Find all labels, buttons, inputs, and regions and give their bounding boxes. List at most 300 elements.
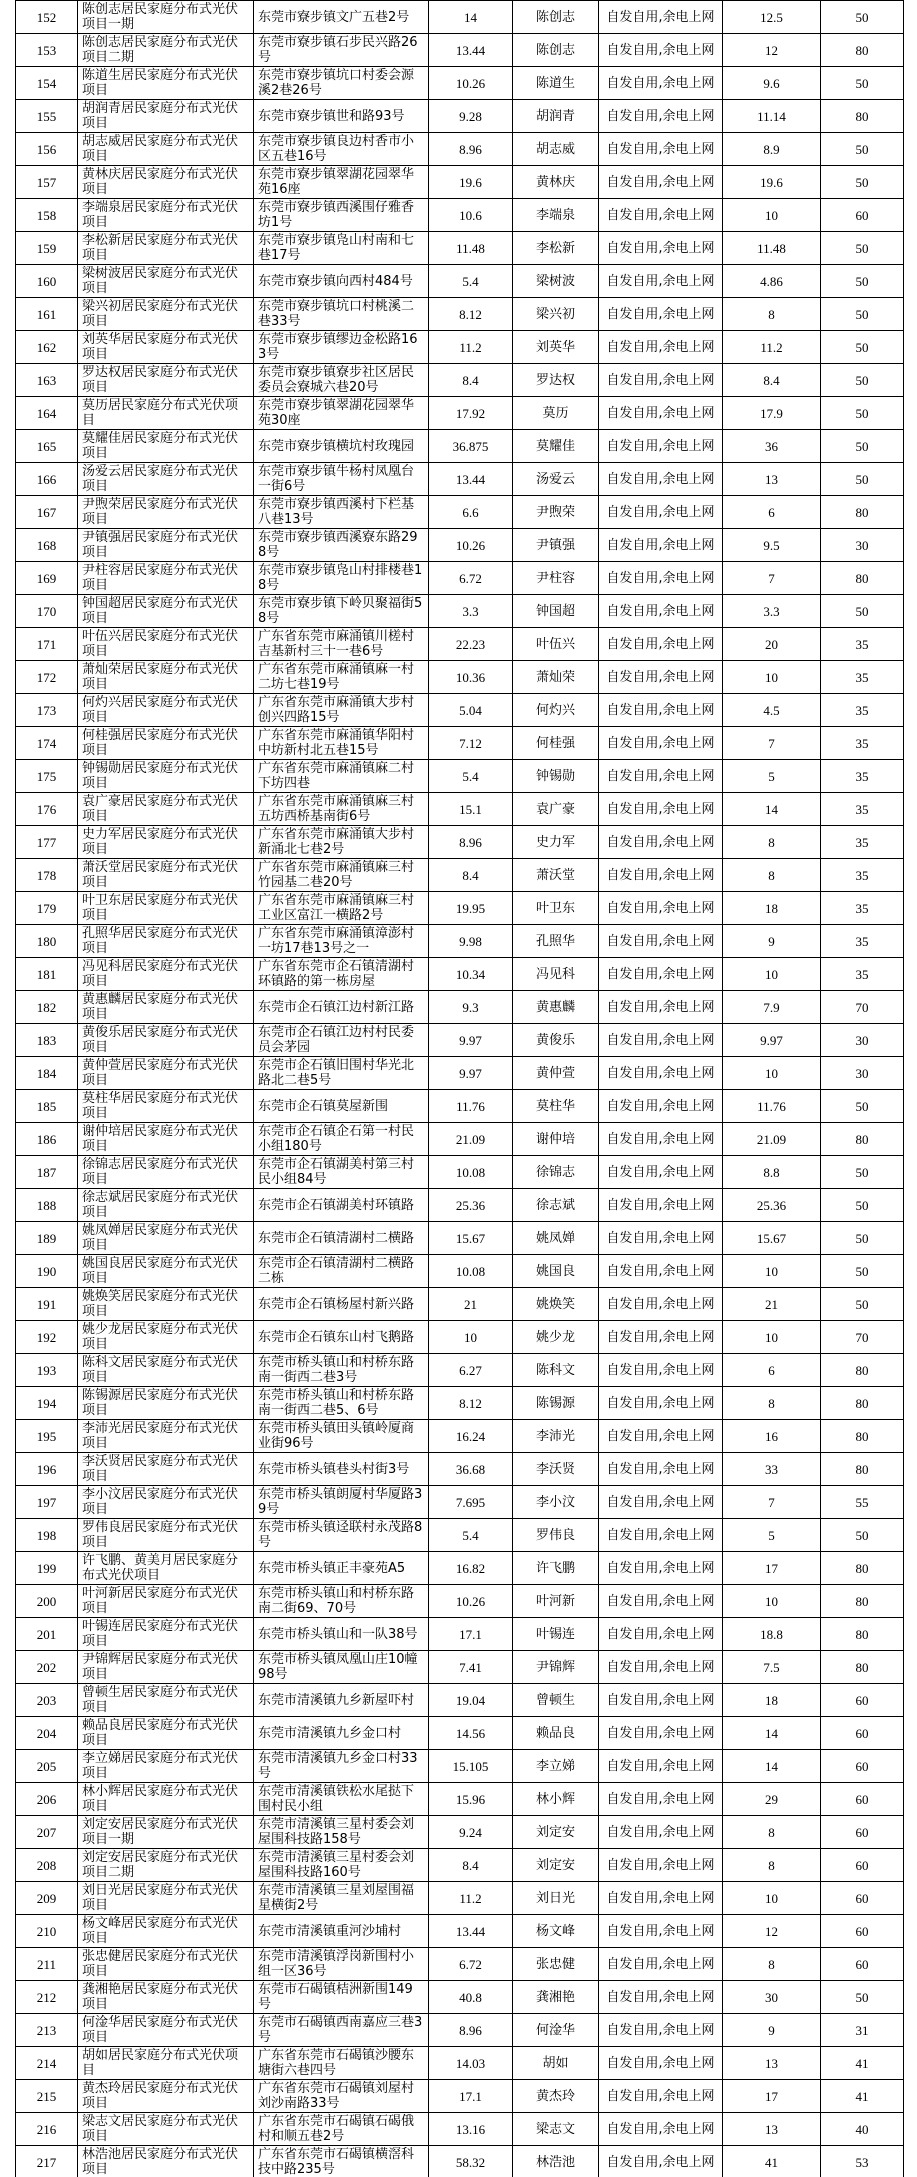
owner-name-cell: 陈锡源: [513, 1387, 599, 1420]
address-cell: 东莞市寮步镇坑口村桃溪二巷33号: [254, 298, 429, 331]
consumption-mode-cell: 自发自用,余电上网: [599, 727, 723, 760]
percent-cell: 35: [821, 826, 904, 859]
table-row: [16, 2080, 904, 2113]
project-name-cell: 黄林庆居民家庭分布式光伏项目: [78, 166, 254, 199]
project-name-cell: 徐志斌居民家庭分布式光伏项目: [78, 1189, 254, 1222]
table-row: [16, 1981, 904, 2014]
project-name-cell: 叶河新居民家庭分布式光伏项目: [78, 1585, 254, 1618]
grid-capacity-cell: 12: [723, 34, 821, 67]
project-name-cell: 钟国超居民家庭分布式光伏项目: [78, 595, 254, 628]
percent-cell: 35: [821, 760, 904, 793]
capacity-cell: 19.95: [429, 892, 513, 925]
project-name-cell: 史力军居民家庭分布式光伏项目: [78, 826, 254, 859]
owner-name-cell: 姚焕笑: [513, 1288, 599, 1321]
consumption-mode-cell: 自发自用,余电上网: [599, 694, 723, 727]
owner-name-cell: 何灼兴: [513, 694, 599, 727]
address-cell: 东莞市石碣镇西南嘉应三巷3号: [254, 2014, 429, 2047]
consumption-mode-cell: 自发自用,余电上网: [599, 661, 723, 694]
consumption-mode-cell: 自发自用,余电上网: [599, 1156, 723, 1189]
address-cell: 广东省东莞市麻涌镇麻二村下坊四巷: [254, 760, 429, 793]
grid-capacity-cell: 17.9: [723, 397, 821, 430]
grid-capacity-cell: 25.36: [723, 1189, 821, 1222]
row-index-cell: 208: [16, 1849, 78, 1882]
consumption-mode-cell: 自发自用,余电上网: [599, 562, 723, 595]
capacity-cell: 10: [429, 1321, 513, 1354]
owner-name-cell: 陈创志: [513, 34, 599, 67]
row-index-cell: 204: [16, 1717, 78, 1750]
consumption-mode-cell: 自发自用,余电上网: [599, 925, 723, 958]
address-cell: 东莞市企石镇杨屋村新兴路: [254, 1288, 429, 1321]
grid-capacity-cell: 10: [723, 661, 821, 694]
row-index-cell: 170: [16, 595, 78, 628]
table-row: [16, 1816, 904, 1849]
capacity-cell: 11.2: [429, 331, 513, 364]
grid-capacity-cell: 9: [723, 925, 821, 958]
table-row: [16, 1486, 904, 1519]
row-index-cell: 206: [16, 1783, 78, 1816]
address-cell: 东莞市清溪镇浮岗新围村小组一区36号: [254, 1948, 429, 1981]
grid-capacity-cell: 11.48: [723, 232, 821, 265]
table-row: [16, 1552, 904, 1585]
consumption-mode-cell: 自发自用,余电上网: [599, 1189, 723, 1222]
consumption-mode-cell: 自发自用,余电上网: [599, 463, 723, 496]
table-row: [16, 1123, 904, 1156]
row-index-cell: 205: [16, 1750, 78, 1783]
capacity-cell: 10.08: [429, 1156, 513, 1189]
row-index-cell: 178: [16, 859, 78, 892]
percent-cell: 50: [821, 265, 904, 298]
grid-capacity-cell: 7: [723, 1486, 821, 1519]
table-row: [16, 1354, 904, 1387]
project-name-cell: 孔照华居民家庭分布式光伏项目: [78, 925, 254, 958]
row-index-cell: 197: [16, 1486, 78, 1519]
address-cell: 东莞市寮步镇良边村香市小区五巷16号: [254, 133, 429, 166]
grid-capacity-cell: 18: [723, 892, 821, 925]
row-index-cell: 175: [16, 760, 78, 793]
grid-capacity-cell: 9.97: [723, 1024, 821, 1057]
consumption-mode-cell: 自发自用,余电上网: [599, 1684, 723, 1717]
percent-cell: 70: [821, 1321, 904, 1354]
project-name-cell: 尹煦荣居民家庭分布式光伏项目: [78, 496, 254, 529]
owner-name-cell: 萧灿荣: [513, 661, 599, 694]
percent-cell: 80: [821, 1585, 904, 1618]
grid-capacity-cell: 8: [723, 826, 821, 859]
consumption-mode-cell: 自发自用,余电上网: [599, 199, 723, 232]
row-index-cell: 155: [16, 100, 78, 133]
project-name-cell: 龚湘艳居民家庭分布式光伏项目: [78, 1981, 254, 2014]
table-row: [16, 826, 904, 859]
grid-capacity-cell: 9.6: [723, 67, 821, 100]
grid-capacity-cell: 7: [723, 562, 821, 595]
project-name-cell: 胡志威居民家庭分布式光伏项目: [78, 133, 254, 166]
owner-name-cell: 莫历: [513, 397, 599, 430]
address-cell: 东莞市企石镇湖美村环镇路: [254, 1189, 429, 1222]
row-index-cell: 190: [16, 1255, 78, 1288]
owner-name-cell: 陈创志: [513, 1, 599, 34]
capacity-cell: 6.6: [429, 496, 513, 529]
owner-name-cell: 李小汶: [513, 1486, 599, 1519]
consumption-mode-cell: 自发自用,余电上网: [599, 1585, 723, 1618]
percent-cell: 60: [821, 1948, 904, 1981]
address-cell: 广东省东莞市石碣镇沙腰东塘街六巷四号: [254, 2047, 429, 2080]
grid-capacity-cell: 8: [723, 1387, 821, 1420]
table-row: [16, 1915, 904, 1948]
owner-name-cell: 黄俊乐: [513, 1024, 599, 1057]
table-row: [16, 1387, 904, 1420]
project-name-cell: 李松新居民家庭分布式光伏项目: [78, 232, 254, 265]
table-row: [16, 595, 904, 628]
owner-name-cell: 梁树波: [513, 265, 599, 298]
percent-cell: 60: [821, 1717, 904, 1750]
table-row: [16, 496, 904, 529]
row-index-cell: 164: [16, 397, 78, 430]
row-index-cell: 174: [16, 727, 78, 760]
consumption-mode-cell: 自发自用,余电上网: [599, 859, 723, 892]
owner-name-cell: 黄仲萱: [513, 1057, 599, 1090]
consumption-mode-cell: 自发自用,余电上网: [599, 397, 723, 430]
address-cell: 东莞市桥头镇巷头村街3号: [254, 1453, 429, 1486]
row-index-cell: 193: [16, 1354, 78, 1387]
row-index-cell: 169: [16, 562, 78, 595]
address-cell: 广东省东莞市麻涌镇川槎村吉基新村三十一巷6号: [254, 628, 429, 661]
owner-name-cell: 姚国良: [513, 1255, 599, 1288]
percent-cell: 35: [821, 859, 904, 892]
owner-name-cell: 罗达权: [513, 364, 599, 397]
consumption-mode-cell: 自发自用,余电上网: [599, 1849, 723, 1882]
project-name-cell: 陈创志居民家庭分布式光伏项目一期: [78, 1, 254, 34]
owner-name-cell: 胡志威: [513, 133, 599, 166]
percent-cell: 53: [821, 2146, 904, 2177]
table-row: [16, 2146, 904, 2177]
address-cell: 东莞市桥头镇正丰豪苑A5: [254, 1552, 429, 1585]
capacity-cell: 10.26: [429, 529, 513, 562]
table-row: [16, 34, 904, 67]
row-index-cell: 181: [16, 958, 78, 991]
row-index-cell: 183: [16, 1024, 78, 1057]
table-row: [16, 463, 904, 496]
owner-name-cell: 刘定安: [513, 1849, 599, 1882]
capacity-cell: 17.92: [429, 397, 513, 430]
row-index-cell: 171: [16, 628, 78, 661]
address-cell: 东莞市寮步镇寮步社区居民委员会寮城六巷20号: [254, 364, 429, 397]
percent-cell: 41: [821, 2080, 904, 2113]
grid-capacity-cell: 10: [723, 1882, 821, 1915]
address-cell: 东莞市桥头镇山和村桥东路南二街69、70号: [254, 1585, 429, 1618]
percent-cell: 60: [821, 199, 904, 232]
percent-cell: 80: [821, 1354, 904, 1387]
row-index-cell: 200: [16, 1585, 78, 1618]
capacity-cell: 5.4: [429, 1519, 513, 1552]
percent-cell: 35: [821, 661, 904, 694]
table-row: [16, 661, 904, 694]
table-row: [16, 100, 904, 133]
capacity-cell: 36.875: [429, 430, 513, 463]
consumption-mode-cell: 自发自用,余电上网: [599, 232, 723, 265]
project-name-cell: 林小辉居民家庭分布式光伏项目: [78, 1783, 254, 1816]
owner-name-cell: 李沃贤: [513, 1453, 599, 1486]
grid-capacity-cell: 5: [723, 1519, 821, 1552]
grid-capacity-cell: 4.5: [723, 694, 821, 727]
project-name-cell: 徐锦志居民家庭分布式光伏项目: [78, 1156, 254, 1189]
row-index-cell: 189: [16, 1222, 78, 1255]
address-cell: 东莞市寮步镇文广五巷2号: [254, 1, 429, 34]
grid-capacity-cell: 8: [723, 859, 821, 892]
address-cell: 东莞市企石镇江边村新江路: [254, 991, 429, 1024]
grid-capacity-cell: 13: [723, 2047, 821, 2080]
capacity-cell: 9.24: [429, 1816, 513, 1849]
consumption-mode-cell: 自发自用,余电上网: [599, 1090, 723, 1123]
capacity-cell: 14.56: [429, 1717, 513, 1750]
capacity-cell: 16.24: [429, 1420, 513, 1453]
consumption-mode-cell: 自发自用,余电上网: [599, 1057, 723, 1090]
capacity-cell: 7.12: [429, 727, 513, 760]
table-row: [16, 2014, 904, 2047]
address-cell: 广东省东莞市麻涌镇漳澎村一坊17巷13号之一: [254, 925, 429, 958]
row-index-cell: 153: [16, 34, 78, 67]
capacity-cell: 14: [429, 1, 513, 34]
table-row: [16, 1948, 904, 1981]
project-name-cell: 尹镇强居民家庭分布式光伏项目: [78, 529, 254, 562]
percent-cell: 80: [821, 1453, 904, 1486]
address-cell: 东莞市寮步镇石步民兴路26号: [254, 34, 429, 67]
row-index-cell: 163: [16, 364, 78, 397]
consumption-mode-cell: 自发自用,余电上网: [599, 364, 723, 397]
capacity-cell: 3.3: [429, 595, 513, 628]
grid-capacity-cell: 10: [723, 1057, 821, 1090]
project-name-cell: 谢仲培居民家庭分布式光伏项目: [78, 1123, 254, 1156]
row-index-cell: 167: [16, 496, 78, 529]
grid-capacity-cell: 14: [723, 1717, 821, 1750]
table-row: [16, 331, 904, 364]
row-index-cell: 156: [16, 133, 78, 166]
project-name-cell: 叶锡连居民家庭分布式光伏项目: [78, 1618, 254, 1651]
consumption-mode-cell: 自发自用,余电上网: [599, 100, 723, 133]
project-name-cell: 刘定安居民家庭分布式光伏项目一期: [78, 1816, 254, 1849]
consumption-mode-cell: 自发自用,余电上网: [599, 2047, 723, 2080]
row-index-cell: 202: [16, 1651, 78, 1684]
consumption-mode-cell: 自发自用,余电上网: [599, 1519, 723, 1552]
row-index-cell: 180: [16, 925, 78, 958]
owner-name-cell: 许飞鹏: [513, 1552, 599, 1585]
owner-name-cell: 罗伟良: [513, 1519, 599, 1552]
capacity-cell: 17.1: [429, 1618, 513, 1651]
address-cell: 东莞市寮步镇西溪围仔雅香坊1号: [254, 199, 429, 232]
capacity-cell: 17.1: [429, 2080, 513, 2113]
row-index-cell: 160: [16, 265, 78, 298]
capacity-cell: 15.105: [429, 1750, 513, 1783]
consumption-mode-cell: 自发自用,余电上网: [599, 133, 723, 166]
percent-cell: 50: [821, 133, 904, 166]
row-index-cell: 162: [16, 331, 78, 364]
owner-name-cell: 姚凤婵: [513, 1222, 599, 1255]
row-index-cell: 195: [16, 1420, 78, 1453]
consumption-mode-cell: 自发自用,余电上网: [599, 991, 723, 1024]
grid-capacity-cell: 20: [723, 628, 821, 661]
address-cell: 东莞市寮步镇西溪寮东路298号: [254, 529, 429, 562]
percent-cell: 60: [821, 1882, 904, 1915]
table-row: [16, 1519, 904, 1552]
address-cell: 东莞市桥头镇田头镇岭厦商业街96号: [254, 1420, 429, 1453]
consumption-mode-cell: 自发自用,余电上网: [599, 166, 723, 199]
project-name-cell: 林浩池居民家庭分布式光伏项目: [78, 2146, 254, 2177]
percent-cell: 50: [821, 1519, 904, 1552]
percent-cell: 50: [821, 397, 904, 430]
table-row: [16, 397, 904, 430]
project-name-cell: 曾顿生居民家庭分布式光伏项目: [78, 1684, 254, 1717]
table-row: [16, 430, 904, 463]
table-row: [16, 1156, 904, 1189]
percent-cell: 50: [821, 1090, 904, 1123]
row-index-cell: 199: [16, 1552, 78, 1585]
owner-name-cell: 徐锦志: [513, 1156, 599, 1189]
owner-name-cell: 尹柱容: [513, 562, 599, 595]
owner-name-cell: 姚少龙: [513, 1321, 599, 1354]
address-cell: 东莞市寮步镇下岭贝聚福街58号: [254, 595, 429, 628]
project-name-cell: 莫历居民家庭分布式光伏项目: [78, 397, 254, 430]
address-cell: 东莞市寮步镇西溪村下栏基八巷13号: [254, 496, 429, 529]
owner-name-cell: 李沛光: [513, 1420, 599, 1453]
project-name-cell: 张忠健居民家庭分布式光伏项目: [78, 1948, 254, 1981]
grid-capacity-cell: 9.5: [723, 529, 821, 562]
capacity-cell: 8.4: [429, 364, 513, 397]
percent-cell: 80: [821, 1651, 904, 1684]
grid-capacity-cell: 17: [723, 2080, 821, 2113]
consumption-mode-cell: 自发自用,余电上网: [599, 958, 723, 991]
owner-name-cell: 李立娣: [513, 1750, 599, 1783]
grid-capacity-cell: 8: [723, 1849, 821, 1882]
address-cell: 东莞市清溪镇九乡金口村33号: [254, 1750, 429, 1783]
consumption-mode-cell: 自发自用,余电上网: [599, 265, 723, 298]
address-cell: 东莞市清溪镇三星村委会刘屋围科技路158号: [254, 1816, 429, 1849]
address-cell: 东莞市清溪镇三星刘屋围福星横街2号: [254, 1882, 429, 1915]
table-row: [16, 67, 904, 100]
grid-capacity-cell: 29: [723, 1783, 821, 1816]
row-index-cell: 213: [16, 2014, 78, 2047]
capacity-cell: 10.26: [429, 67, 513, 100]
address-cell: 东莞市企石镇企石第一村民小组180号: [254, 1123, 429, 1156]
row-index-cell: 176: [16, 793, 78, 826]
owner-name-cell: 张忠健: [513, 1948, 599, 1981]
owner-name-cell: 袁广豪: [513, 793, 599, 826]
row-index-cell: 188: [16, 1189, 78, 1222]
percent-cell: 35: [821, 793, 904, 826]
consumption-mode-cell: 自发自用,余电上网: [599, 496, 723, 529]
capacity-cell: 14.03: [429, 2047, 513, 2080]
table-row: [16, 793, 904, 826]
owner-name-cell: 胡润青: [513, 100, 599, 133]
owner-name-cell: 尹锦辉: [513, 1651, 599, 1684]
grid-capacity-cell: 12.5: [723, 1, 821, 34]
row-index-cell: 185: [16, 1090, 78, 1123]
table-row: [16, 133, 904, 166]
row-index-cell: 210: [16, 1915, 78, 1948]
project-name-cell: 李立娣居民家庭分布式光伏项目: [78, 1750, 254, 1783]
table-row: [16, 1618, 904, 1651]
address-cell: 东莞市寮步镇牛杨村凤凰台一街6号: [254, 463, 429, 496]
owner-name-cell: 何淦华: [513, 2014, 599, 2047]
percent-cell: 41: [821, 2047, 904, 2080]
capacity-cell: 11.48: [429, 232, 513, 265]
capacity-cell: 8.12: [429, 298, 513, 331]
row-index-cell: 207: [16, 1816, 78, 1849]
percent-cell: 50: [821, 232, 904, 265]
capacity-cell: 6.72: [429, 1948, 513, 1981]
capacity-cell: 58.32: [429, 2146, 513, 2177]
consumption-mode-cell: 自发自用,余电上网: [599, 1948, 723, 1981]
percent-cell: 50: [821, 1189, 904, 1222]
capacity-cell: 8.96: [429, 2014, 513, 2047]
percent-cell: 70: [821, 991, 904, 1024]
consumption-mode-cell: 自发自用,余电上网: [599, 1123, 723, 1156]
address-cell: 东莞市企石镇旧围村华光北路北二巷5号: [254, 1057, 429, 1090]
table-row: [16, 727, 904, 760]
consumption-mode-cell: 自发自用,余电上网: [599, 430, 723, 463]
capacity-cell: 7.41: [429, 1651, 513, 1684]
consumption-mode-cell: 自发自用,余电上网: [599, 1816, 723, 1849]
address-cell: 广东省东莞市石碣镇石碣俄村和顺五巷2号: [254, 2113, 429, 2146]
grid-capacity-cell: 11.14: [723, 100, 821, 133]
consumption-mode-cell: 自发自用,余电上网: [599, 1453, 723, 1486]
consumption-mode-cell: 自发自用,余电上网: [599, 628, 723, 661]
project-name-cell: 陈科文居民家庭分布式光伏项目: [78, 1354, 254, 1387]
project-name-cell: 罗达权居民家庭分布式光伏项目: [78, 364, 254, 397]
grid-capacity-cell: 10: [723, 1321, 821, 1354]
owner-name-cell: 李端泉: [513, 199, 599, 232]
owner-name-cell: 黄杰玲: [513, 2080, 599, 2113]
capacity-cell: 10.34: [429, 958, 513, 991]
project-name-cell: 杨文峰居民家庭分布式光伏项目: [78, 1915, 254, 1948]
address-cell: 东莞市企石镇清湖村二横路: [254, 1222, 429, 1255]
grid-capacity-cell: 11.2: [723, 331, 821, 364]
project-name-cell: 莫柱华居民家庭分布式光伏项目: [78, 1090, 254, 1123]
capacity-cell: 15.1: [429, 793, 513, 826]
project-name-cell: 何淦华居民家庭分布式光伏项目: [78, 2014, 254, 2047]
owner-name-cell: 杨文峰: [513, 1915, 599, 1948]
capacity-cell: 6.27: [429, 1354, 513, 1387]
percent-cell: 80: [821, 1387, 904, 1420]
capacity-cell: 13.44: [429, 34, 513, 67]
capacity-cell: 8.12: [429, 1387, 513, 1420]
owner-name-cell: 叶卫东: [513, 892, 599, 925]
percent-cell: 50: [821, 430, 904, 463]
owner-name-cell: 林浩池: [513, 2146, 599, 2177]
grid-capacity-cell: 14: [723, 1750, 821, 1783]
capacity-cell: 10.26: [429, 1585, 513, 1618]
capacity-cell: 11.76: [429, 1090, 513, 1123]
table-row: [16, 1321, 904, 1354]
project-name-cell: 姚少龙居民家庭分布式光伏项目: [78, 1321, 254, 1354]
owner-name-cell: 谢仲培: [513, 1123, 599, 1156]
project-name-cell: 冯见科居民家庭分布式光伏项目: [78, 958, 254, 991]
owner-name-cell: 刘英华: [513, 331, 599, 364]
consumption-mode-cell: 自发自用,余电上网: [599, 595, 723, 628]
capacity-cell: 25.36: [429, 1189, 513, 1222]
percent-cell: 60: [821, 1849, 904, 1882]
address-cell: 东莞市企石镇湖美村第三村民小组84号: [254, 1156, 429, 1189]
row-index-cell: 187: [16, 1156, 78, 1189]
address-cell: 广东省东莞市石碣镇刘屋村刘沙南路33号: [254, 2080, 429, 2113]
capacity-cell: 21.09: [429, 1123, 513, 1156]
capacity-cell: 13.16: [429, 2113, 513, 2146]
consumption-mode-cell: 自发自用,余电上网: [599, 1387, 723, 1420]
consumption-mode-cell: 自发自用,余电上网: [599, 1486, 723, 1519]
percent-cell: 35: [821, 628, 904, 661]
grid-capacity-cell: 7.9: [723, 991, 821, 1024]
project-name-cell: 胡润青居民家庭分布式光伏项目: [78, 100, 254, 133]
project-name-cell: 许飞鹏、黄美月居民家庭分布式光伏项目: [78, 1552, 254, 1585]
consumption-mode-cell: 自发自用,余电上网: [599, 1321, 723, 1354]
owner-name-cell: 钟锡勋: [513, 760, 599, 793]
